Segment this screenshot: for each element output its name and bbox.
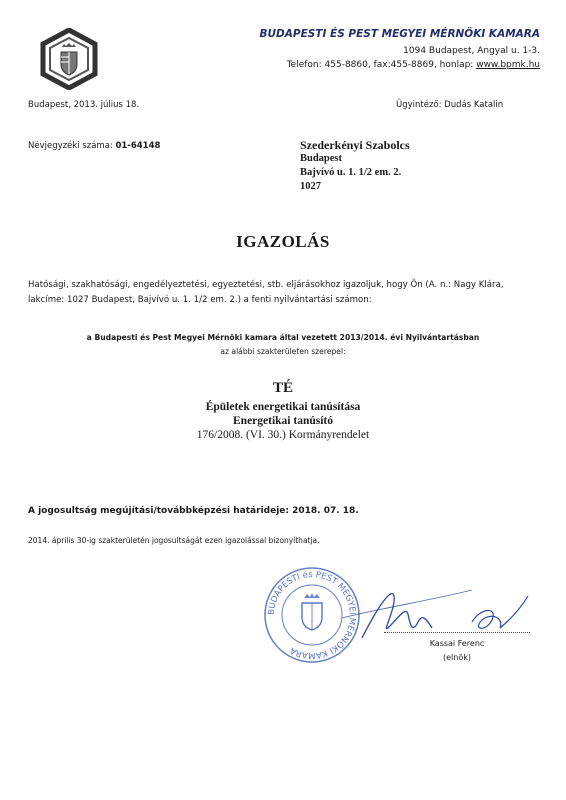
document-title: IGAZOLÁS: [236, 232, 330, 251]
validity-note: 2014. április 30-ig szakterületén jogosultságát ezen igazolással bizonyíthatja.: [28, 536, 320, 545]
recipient-zip: 1027: [300, 181, 321, 192]
recipient-street: Bajvívó u. 1. 1/2 em. 2.: [300, 167, 402, 178]
signer-block: [384, 637, 530, 665]
register-statement: [0, 331, 566, 359]
website-link[interactable]: www.bpmk.hu: [476, 60, 540, 70]
register-line-2: az alábbi szakterületen szerepel:: [220, 347, 346, 356]
stamp-text: BUDAPESTI és PEST MEGYEI MÉRNÖKI KAMARA: [266, 569, 358, 661]
organization-name: BUDAPESTI ÉS PEST MEGYEI MÉRNÖKI KAMARA: [259, 28, 540, 40]
signer-name: Kassai Ferenc: [429, 639, 485, 648]
signature-line: [384, 632, 530, 633]
organization-address: 1094 Budapest, Angyal u. 1-3.: [403, 46, 540, 56]
body-line-1: Hatósági, szakhatósági, engedélyeztetési, egyeztetési, stb. eljárásokhoz igazoljuk, hogy Ön (A. n.: Nagy Klára,: [28, 280, 504, 290]
certification-role: Energetikai tanúsító: [233, 415, 333, 427]
clerk-name: Ügyintéző: Dudás Katalin: [396, 100, 504, 110]
contact-text: Telefon: 455-8860, fax:455-8869, honlap:: [286, 60, 477, 70]
registry-label: Névjegyzéki száma:: [28, 141, 116, 151]
certification-block: [0, 400, 566, 442]
renewal-deadline: A jogosultság megújítási/továbbképzési határideje: 2018. 07. 18.: [28, 506, 359, 516]
issue-date: Budapest, 2013. július 18.: [28, 100, 140, 110]
recipient-address-block: [300, 138, 410, 194]
body-line-2: lakcíme: 1027 Budapest, Bajvívó u. 1. 1/2 em. 2.) a fenti nyilvántartási számon:: [28, 295, 372, 305]
certification-decree: 176/2008. (VI. 30.) Kormányrendelet: [196, 429, 370, 441]
certification-code: TÉ: [272, 380, 293, 396]
register-line: a Budapesti és Pest Megyei Mérnöki kamara által vezetett 2013/2014. évi Nyilvántartásban: [86, 333, 480, 342]
recipient-city: Budapest: [300, 153, 343, 164]
registry-number: [28, 141, 160, 151]
chamber-logo: [38, 28, 100, 90]
recipient-name: Szederkényi Szabolcs: [300, 138, 410, 152]
registry-value: 01-64148: [115, 141, 161, 151]
body-paragraph: [28, 278, 542, 308]
certification-area: Épületek energetikai tanúsítása: [205, 401, 361, 413]
signer-title: (elnök): [443, 653, 471, 662]
organization-contact: [287, 60, 540, 70]
